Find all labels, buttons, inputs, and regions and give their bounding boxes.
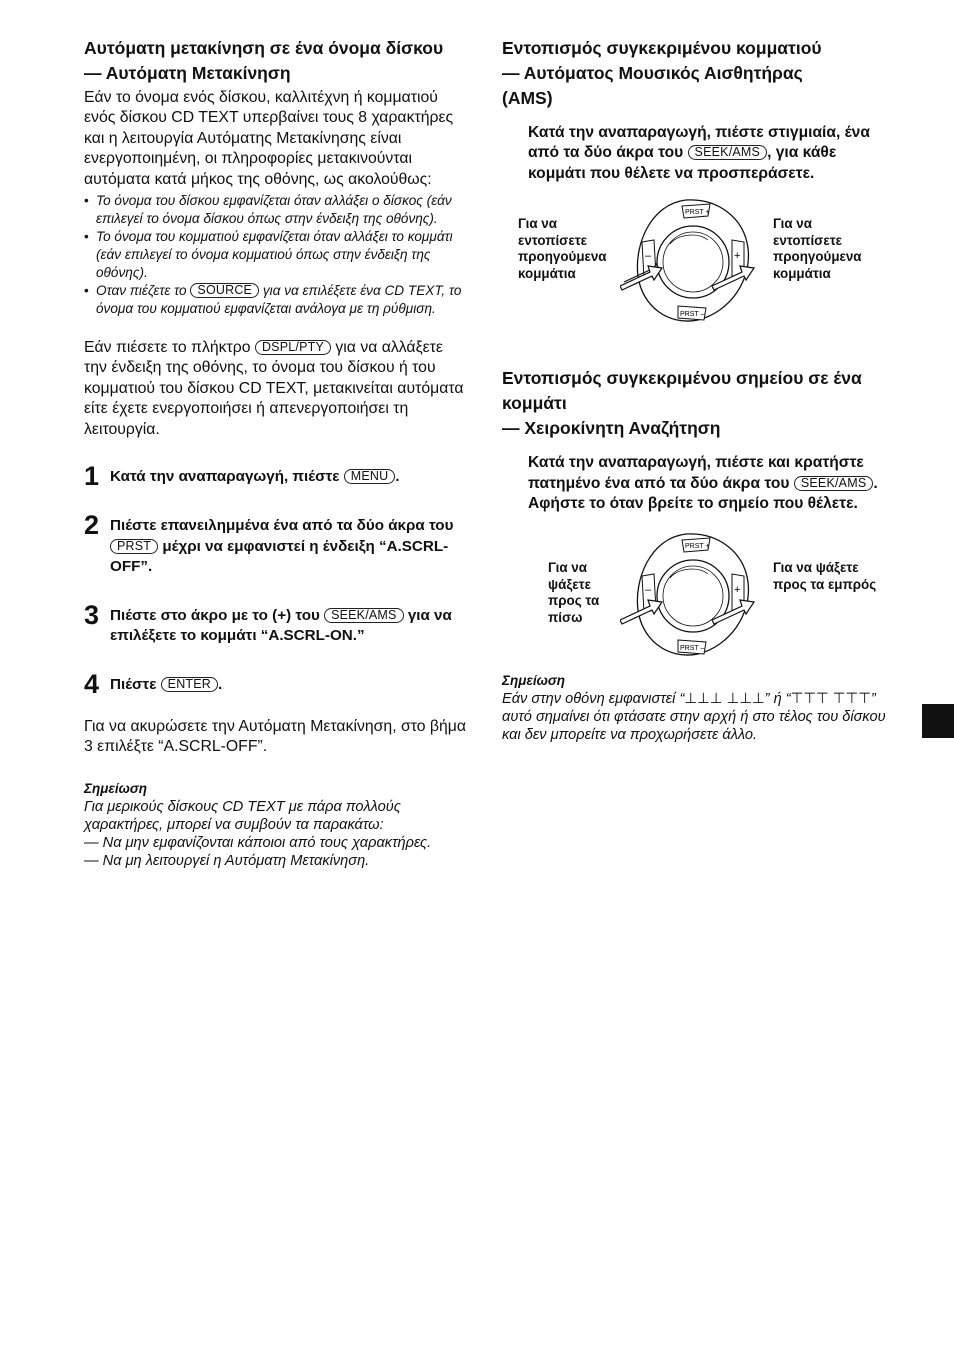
note-block bbox=[84, 780, 468, 870]
note-block bbox=[502, 672, 894, 744]
source-key: SOURCE bbox=[190, 283, 259, 298]
note-heading: Σημείωση bbox=[84, 780, 148, 796]
bullet-item: • Οταν πιέζετε το SOURCE για να επιλέξετε ένα CD TEXT, το όνομα του κομματιού εμφανίζεται ανάλογα με τη ρύθμιση. bbox=[84, 282, 468, 318]
bullet-item: • Το όνομα του δίσκου εμφανίζεται όταν αλλάξει ο δίσκος (εάν επιλεγεί το όνομα δίσκου όπως στην ένδειξη της οθόνης). bbox=[84, 192, 468, 228]
seek-dial-icon bbox=[620, 196, 770, 328]
manual-diagram bbox=[502, 530, 894, 680]
step-4: 4 Πιέστε ENTER . bbox=[84, 668, 223, 699]
section-title-ams: Εντοπισμός συγκεκριμένου κομματιού — Αυτόματος Μουσικός Αισθητήρας (AMS) bbox=[502, 38, 822, 108]
dial-plus-label: + bbox=[734, 584, 741, 597]
dspl-pty-key: DSPL/PTY bbox=[255, 340, 331, 355]
dial-top-label: PRST + bbox=[685, 543, 710, 551]
dial-bottom-label: PRST – bbox=[680, 311, 705, 319]
bullet-list bbox=[84, 192, 468, 318]
right-column bbox=[502, 36, 894, 744]
section-title-manual-search: Εντοπισμός συγκεκριμένου σημείου σε ένα κομμάτι — Χειροκίνητη Αναζήτηση bbox=[502, 368, 862, 439]
enter-key: ENTER bbox=[161, 677, 218, 692]
ams-instruction: Κατά την αναπαραγωγή, πιέστε στιγμιαία, ένα από τα δύο άκρα του SEEK/AMS , για κάθε κομμάτι που θέλετε να προσπεράσετε. bbox=[528, 124, 870, 182]
dial-bottom-label: PRST – bbox=[680, 645, 705, 653]
display-paragraph: Εάν πιέσετε το πλήκτρο DSPL/PTY για να αλλάξετε την ένδειξη της οθόνης, το όνομα του δίσκου ή του κομματιού του δίσκου CD TEXT, μετακινείται αυτόματα είτε έχετε ενεργοποιήσει ή απενεργοποιήσει τη λειτουργία. bbox=[84, 339, 464, 438]
step-3: 3 Πιέστε στο άκρο με το (+) του SEEK/AMS για να επιλέξετε το κομμάτι “A.SCRL-ON.” bbox=[84, 599, 452, 645]
left-column bbox=[84, 36, 468, 870]
dial-minus-label: – bbox=[645, 250, 652, 263]
note-heading: Σημείωση bbox=[502, 673, 566, 689]
section-title-auto-scroll: Αυτόματη μετακίνηση σε ένα όνομα δίσκου — Αυτόματη Μετακίνηση bbox=[84, 38, 444, 83]
dial-minus-label: – bbox=[645, 584, 652, 597]
page-tab-marker bbox=[922, 704, 954, 738]
seek-ams-key: SEEK/AMS bbox=[324, 608, 404, 623]
seek-ams-key: SEEK/AMS bbox=[688, 145, 768, 160]
step-number: 2 bbox=[84, 510, 100, 541]
note-item: — Να μην εμφανίζονται κάποιοι από τους χαρακτήρες. bbox=[84, 834, 432, 851]
step-1: 1 Κατά την αναπαραγωγή, πιέστε MENU . bbox=[84, 461, 400, 492]
diagram-label-left: Για να ψάξετε προς τα πίσω bbox=[548, 560, 600, 625]
cancel-paragraph: Για να ακυρώσετε την Αυτόματη Μετακίνηση, στο βήμα 3 επιλέξτε “A.SCRL-OFF”. bbox=[84, 717, 467, 756]
note-item: — Να μη λειτουργεί η Αυτόματη Μετακίνηση. bbox=[84, 852, 370, 869]
seek-dial-icon bbox=[620, 530, 770, 662]
menu-key: MENU bbox=[344, 469, 396, 484]
diagram-label-right: Για να εντοπίσετε προηγούμενα κομμάτια bbox=[773, 216, 862, 281]
step-number: 1 bbox=[84, 461, 100, 492]
dial-top-label: PRST + bbox=[685, 209, 710, 217]
seek-ams-key: SEEK/AMS bbox=[794, 476, 874, 491]
step-number: 3 bbox=[84, 599, 100, 630]
diagram-label-left: Για να εντοπίσετε προηγούμενα κομμάτια bbox=[518, 216, 607, 281]
step-number: 4 bbox=[84, 668, 100, 699]
prst-key: PRST bbox=[110, 539, 158, 554]
ams-diagram bbox=[502, 196, 894, 346]
manual-instruction: Κατά την αναπαραγωγή, πιέστε και κρατήστε πατημένο ένα από τα δύο άκρα του SEEK/AMS . Αφήστε το όταν βρείτε το σημείο που θέλετε. bbox=[528, 454, 878, 513]
note-text: Για μερικούς δίσκους CD TEXT με πάρα πολλούς χαρακτήρες, μπορεί να συμβούν τα παρακάτω: bbox=[84, 798, 401, 833]
diagram-label-right: Για να ψάξετε προς τα εμπρός bbox=[773, 560, 877, 592]
bullet-item: • Το όνομα του κομματιού εμφανίζεται όταν αλλάξει το κομμάτι (εάν επιλεγεί το όνομα κομματιού όπως στην ένδειξη της οθόνης). bbox=[84, 228, 468, 282]
dial-plus-label: + bbox=[734, 250, 741, 263]
step-2: 2 Πιέστε επανειλημμένα ένα από τα δύο άκρα του PRST μέχρι να εμφανιστεί η ένδειξη “A.SCRL-OFF”. bbox=[84, 510, 454, 576]
note-text: Εάν στην οθόνη εμφανιστεί “⊥⊥⊥ ⊥⊥⊥” ή “⊤⊤⊤ ⊤⊤⊤” αυτό σημαίνει ότι φτάσατε στην αρχή ή στο τέλος του δίσκου και δεν μπορείτε να προχωρήσετε άλλο. bbox=[502, 691, 886, 744]
intro-paragraph: Εάν το όνομα ενός δίσκου, καλλιτέχνη ή κομματιού ενός δίσκου CD TEXT υπερβαίνει τους 8 χαρακτήρες και η λειτουργία Αυτόματης Μετακίνησης είναι ενεργοποιημένη, οι πληροφορίες μετακινούνται αυτόματα κατά μήκος της οθόνης, ως ακολούθως: bbox=[84, 89, 454, 188]
